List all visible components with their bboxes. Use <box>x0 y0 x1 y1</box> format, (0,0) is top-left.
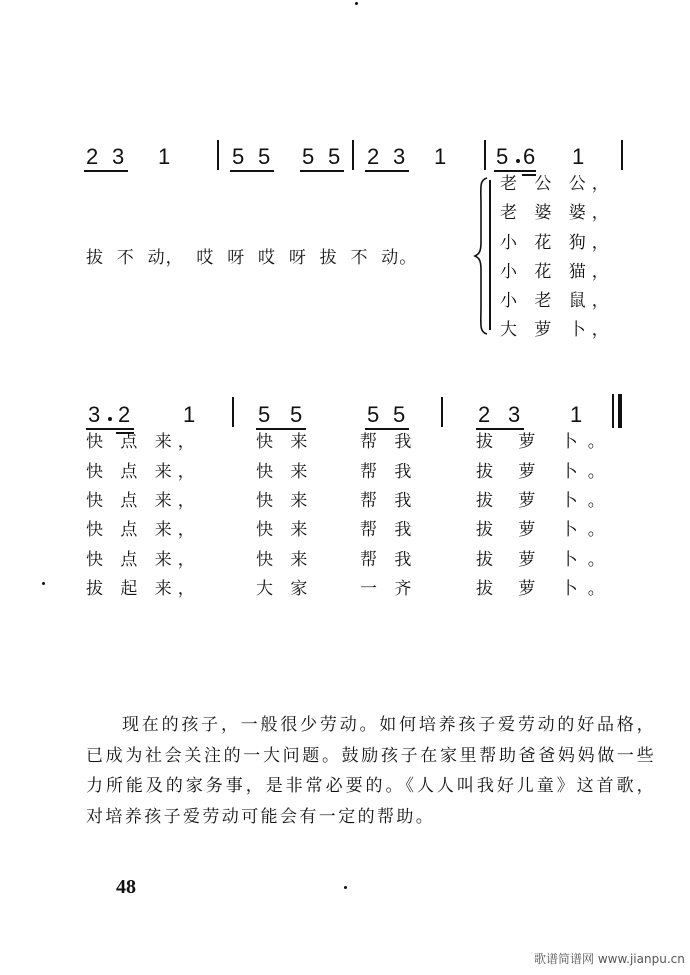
verse-word: 拔 萝 卜。 <box>476 520 615 540</box>
note: 2 <box>478 402 492 427</box>
bar-line <box>217 140 219 170</box>
note: 5 <box>232 144 246 169</box>
verse-word: 拔 萝 卜。 <box>476 550 615 570</box>
beam-underline <box>256 428 306 430</box>
verse-word: 快 点 来， <box>86 491 201 511</box>
beam-underline <box>230 170 274 172</box>
print-speck <box>42 582 45 585</box>
bar-line <box>621 140 623 170</box>
note: 3 <box>508 402 522 427</box>
note: 5 <box>290 402 304 427</box>
note: 3 <box>393 144 407 169</box>
watermark: 歌谱简谱网 www.jianpu.cn <box>534 952 685 966</box>
note: 2 <box>86 144 100 169</box>
verse-word: 快 点 来， <box>86 432 201 452</box>
verse-word: 快 点 来， <box>86 462 201 482</box>
verse-word: 帮 我 <box>360 520 418 540</box>
verse-word: 帮 我 <box>360 462 418 482</box>
verse-brace-icon <box>473 176 495 336</box>
beam-underline <box>86 428 134 430</box>
verse-word: 帮 我 <box>360 432 418 452</box>
paragraph-text: 现在的孩子，一般很少劳动。如何培养孩子爱劳动的好品格，已成为社会关注的一大问题。鼓励孩子在家里帮助爸爸妈妈做一些力所能及的家务事，是非常必要的。《人人叫我好儿童》这首歌，对培养孩子爱劳动可能会有一定的帮助。 <box>86 715 656 827</box>
verse-word: 小 花 猫， <box>500 262 615 282</box>
note: 5 <box>496 144 510 169</box>
verse-word: 老 婆 婆， <box>500 203 615 223</box>
verse-word: 老 公 公， <box>500 174 615 194</box>
verse-word: 快 来 <box>256 462 314 482</box>
verse-bracket-line <box>489 180 491 330</box>
lyric-line: 拔 不 动， 哎 呀 哎 呀 拔 不 动。 <box>86 248 418 268</box>
verse-word: 快 点 来， <box>86 550 201 570</box>
beam-underline <box>494 170 536 172</box>
print-speck <box>355 2 358 5</box>
dotted-note-mark <box>516 159 520 163</box>
beam-underline <box>365 428 409 430</box>
note: 1 <box>183 402 197 427</box>
commentary-paragraph <box>86 710 656 832</box>
bar-line <box>232 397 234 427</box>
note: 5 <box>258 144 272 169</box>
verse-word: 帮 我 <box>360 491 418 511</box>
note: 1 <box>570 402 584 427</box>
note: 5 <box>367 402 381 427</box>
verse-word: 拔 萝 卜。 <box>476 462 615 482</box>
bar-line <box>484 140 486 170</box>
dotted-note-mark <box>108 417 112 421</box>
verse-word: 快 来 <box>256 550 314 570</box>
verse-word: 拔 萝 卜。 <box>476 579 615 599</box>
bar-line <box>441 397 443 427</box>
verse-word: 一 齐 <box>360 579 418 599</box>
verse-word: 拔 萝 卜。 <box>476 491 615 511</box>
note: 1 <box>434 144 448 169</box>
verse-word: 快 点 来， <box>86 520 201 540</box>
verse-word: 快 来 <box>256 520 314 540</box>
beam-underline <box>365 170 409 172</box>
verse-word: 小 花 狗， <box>500 233 615 253</box>
verse-word: 大 家 <box>256 579 314 599</box>
bar-line <box>352 140 354 170</box>
note: 1 <box>572 144 586 169</box>
beam-underline <box>476 428 524 430</box>
verse-word: 拔 萝 卜。 <box>476 432 615 452</box>
verse-word: 小 老 鼠， <box>500 291 615 311</box>
note: 5 <box>258 402 272 427</box>
note: 3 <box>88 402 102 427</box>
verse-word: 大 萝 卜， <box>500 320 615 340</box>
print-speck <box>344 886 347 889</box>
note: 3 <box>112 144 126 169</box>
note: 2 <box>118 402 132 427</box>
note: 5 <box>393 402 407 427</box>
verse-word: 快 来 <box>256 432 314 452</box>
note: 6 <box>523 144 537 169</box>
beam-underline <box>84 170 128 172</box>
beam-underline <box>300 170 344 172</box>
verse-word: 快 来 <box>256 491 314 511</box>
final-barline-thick <box>618 394 622 428</box>
note: 2 <box>367 144 381 169</box>
verse-word: 拔 起 来， <box>86 579 201 599</box>
final-barline-thin <box>612 394 614 428</box>
note: 5 <box>328 144 342 169</box>
note: 5 <box>302 144 316 169</box>
verse-word: 帮 我 <box>360 550 418 570</box>
page-number: 48 <box>116 876 136 898</box>
note: 1 <box>158 144 172 169</box>
